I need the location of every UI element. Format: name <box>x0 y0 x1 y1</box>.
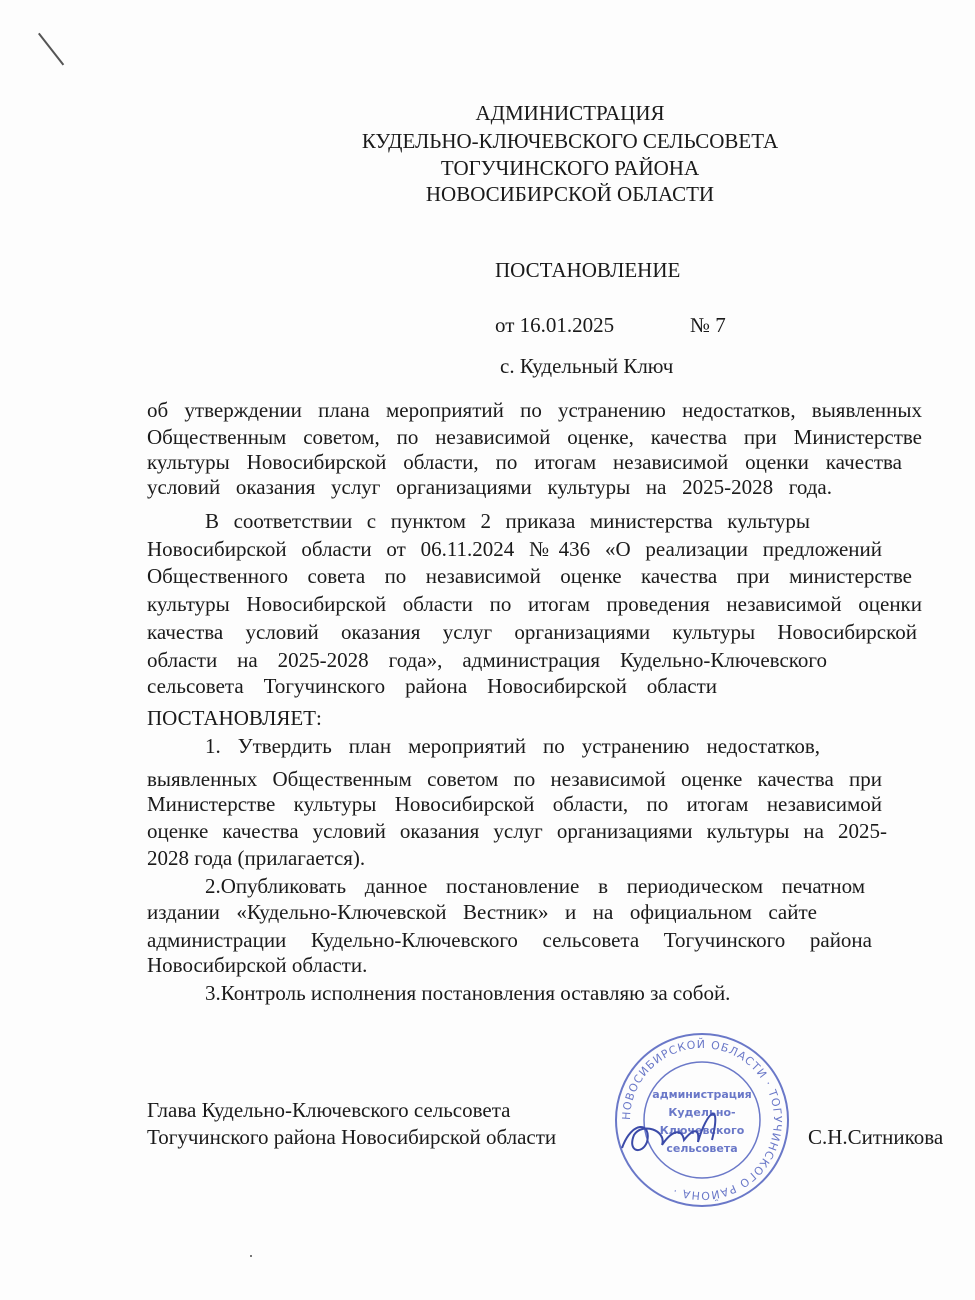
doc-type: ПОСТАНОВЛЕНИЕ <box>495 258 681 282</box>
doc-date: от 16.01.2025 <box>495 313 615 337</box>
title-line: культуры Новосибирской области, по итогам независимой оценки качества <box>147 450 902 474</box>
header-line: АДМИНИСТРАЦИЯ <box>475 101 665 125</box>
item2-line: 2.Опубликовать данное постановление в периодическом печатном <box>205 874 865 898</box>
scan-speck <box>250 1255 252 1257</box>
item1-line: 2028 года (прилагается). <box>147 846 366 870</box>
item1-line: оценке качества условий оказания услуг организациями культуры на 2025- <box>147 819 887 843</box>
header-line: НОВОСИБИРСКОЙ ОБЛАСТИ <box>425 182 715 206</box>
item3-line: 3.Контроль исполнения постановления оставляю за собой. <box>205 981 731 1005</box>
svg-text:НОВОСИБИРСКОЙ ОБЛАСТИ · ТОГУЧИ: НОВОСИБИРСКОЙ ОБЛАСТИ · ТОГУЧИНСКОГО РАЙОНА · <box>619 1037 785 1203</box>
doc-place: с. Кудельный Ключ <box>500 354 674 378</box>
title-line: Общественным советом, по независимой оценке, качества при Министерстве <box>147 425 922 449</box>
item2-line: издании «Кудельно-Ключевской Вестник» и на официальном сайте <box>147 900 817 924</box>
signature-position: Глава Кудельно-Ключевского сельсовета <box>147 1098 511 1122</box>
svg-text:Ключевского: Ключевского <box>659 1124 745 1137</box>
doc-number: № 7 <box>690 313 726 337</box>
preamble-line: Общественного совета по независимой оценке качества при министерстве <box>147 564 912 588</box>
header-line: КУДЕЛЬНО-КЛЮЧЕВСКОГО СЕЛЬСОВЕТА <box>361 129 779 153</box>
resolves-heading: ПОСТАНОВЛЯЕТ: <box>147 706 322 730</box>
preamble-line: сельсовета Тогучинского района Новосибирской области <box>147 674 717 698</box>
item2-line: Новосибирской области. <box>147 953 368 977</box>
svg-text:администрация: администрация <box>652 1088 752 1101</box>
signatory-name: С.Н.Ситникова <box>808 1125 944 1149</box>
scan-mark <box>38 33 64 66</box>
item1-line: Министерстве культуры Новосибирской области, по итогам независимой <box>147 792 882 816</box>
title-line: об утверждении плана мероприятий по устранению недостатков, выявленных <box>147 398 922 422</box>
signature-position: Тогучинского района Новосибирской области <box>147 1125 557 1149</box>
official-stamp <box>612 1030 792 1210</box>
header-line: ТОГУЧИНСКОГО РАЙОНА <box>440 156 700 180</box>
preamble-line: В соответствии с пунктом 2 приказа министерства культуры <box>205 509 810 533</box>
item1-line: выявленных Общественным советом по независимой оценке качества при <box>147 767 882 791</box>
preamble-line: области на 2025-2028 года», администрация Кудельно-Ключевского <box>147 648 827 672</box>
svg-text:сельсовета: сельсовета <box>666 1142 738 1155</box>
svg-text:Кудельно-: Кудельно- <box>668 1106 736 1119</box>
preamble-line: Новосибирской области от 06.11.2024 №436 «О реализации предложений <box>147 537 882 561</box>
item1-line: 1. Утвердить план мероприятий по устранению недостатков, <box>205 734 820 758</box>
preamble-line: культуры Новосибирской области по итогам проведения независимой оценки <box>147 592 922 616</box>
item2-line: администрации Кудельно-Ключевского сельсовета Тогучинского района <box>147 928 872 952</box>
preamble-line: качества условий оказания услуг организациями культуры Новосибирской <box>147 620 917 644</box>
title-line: условий оказания услуг организациями культуры на 2025-2028 года. <box>147 475 832 499</box>
